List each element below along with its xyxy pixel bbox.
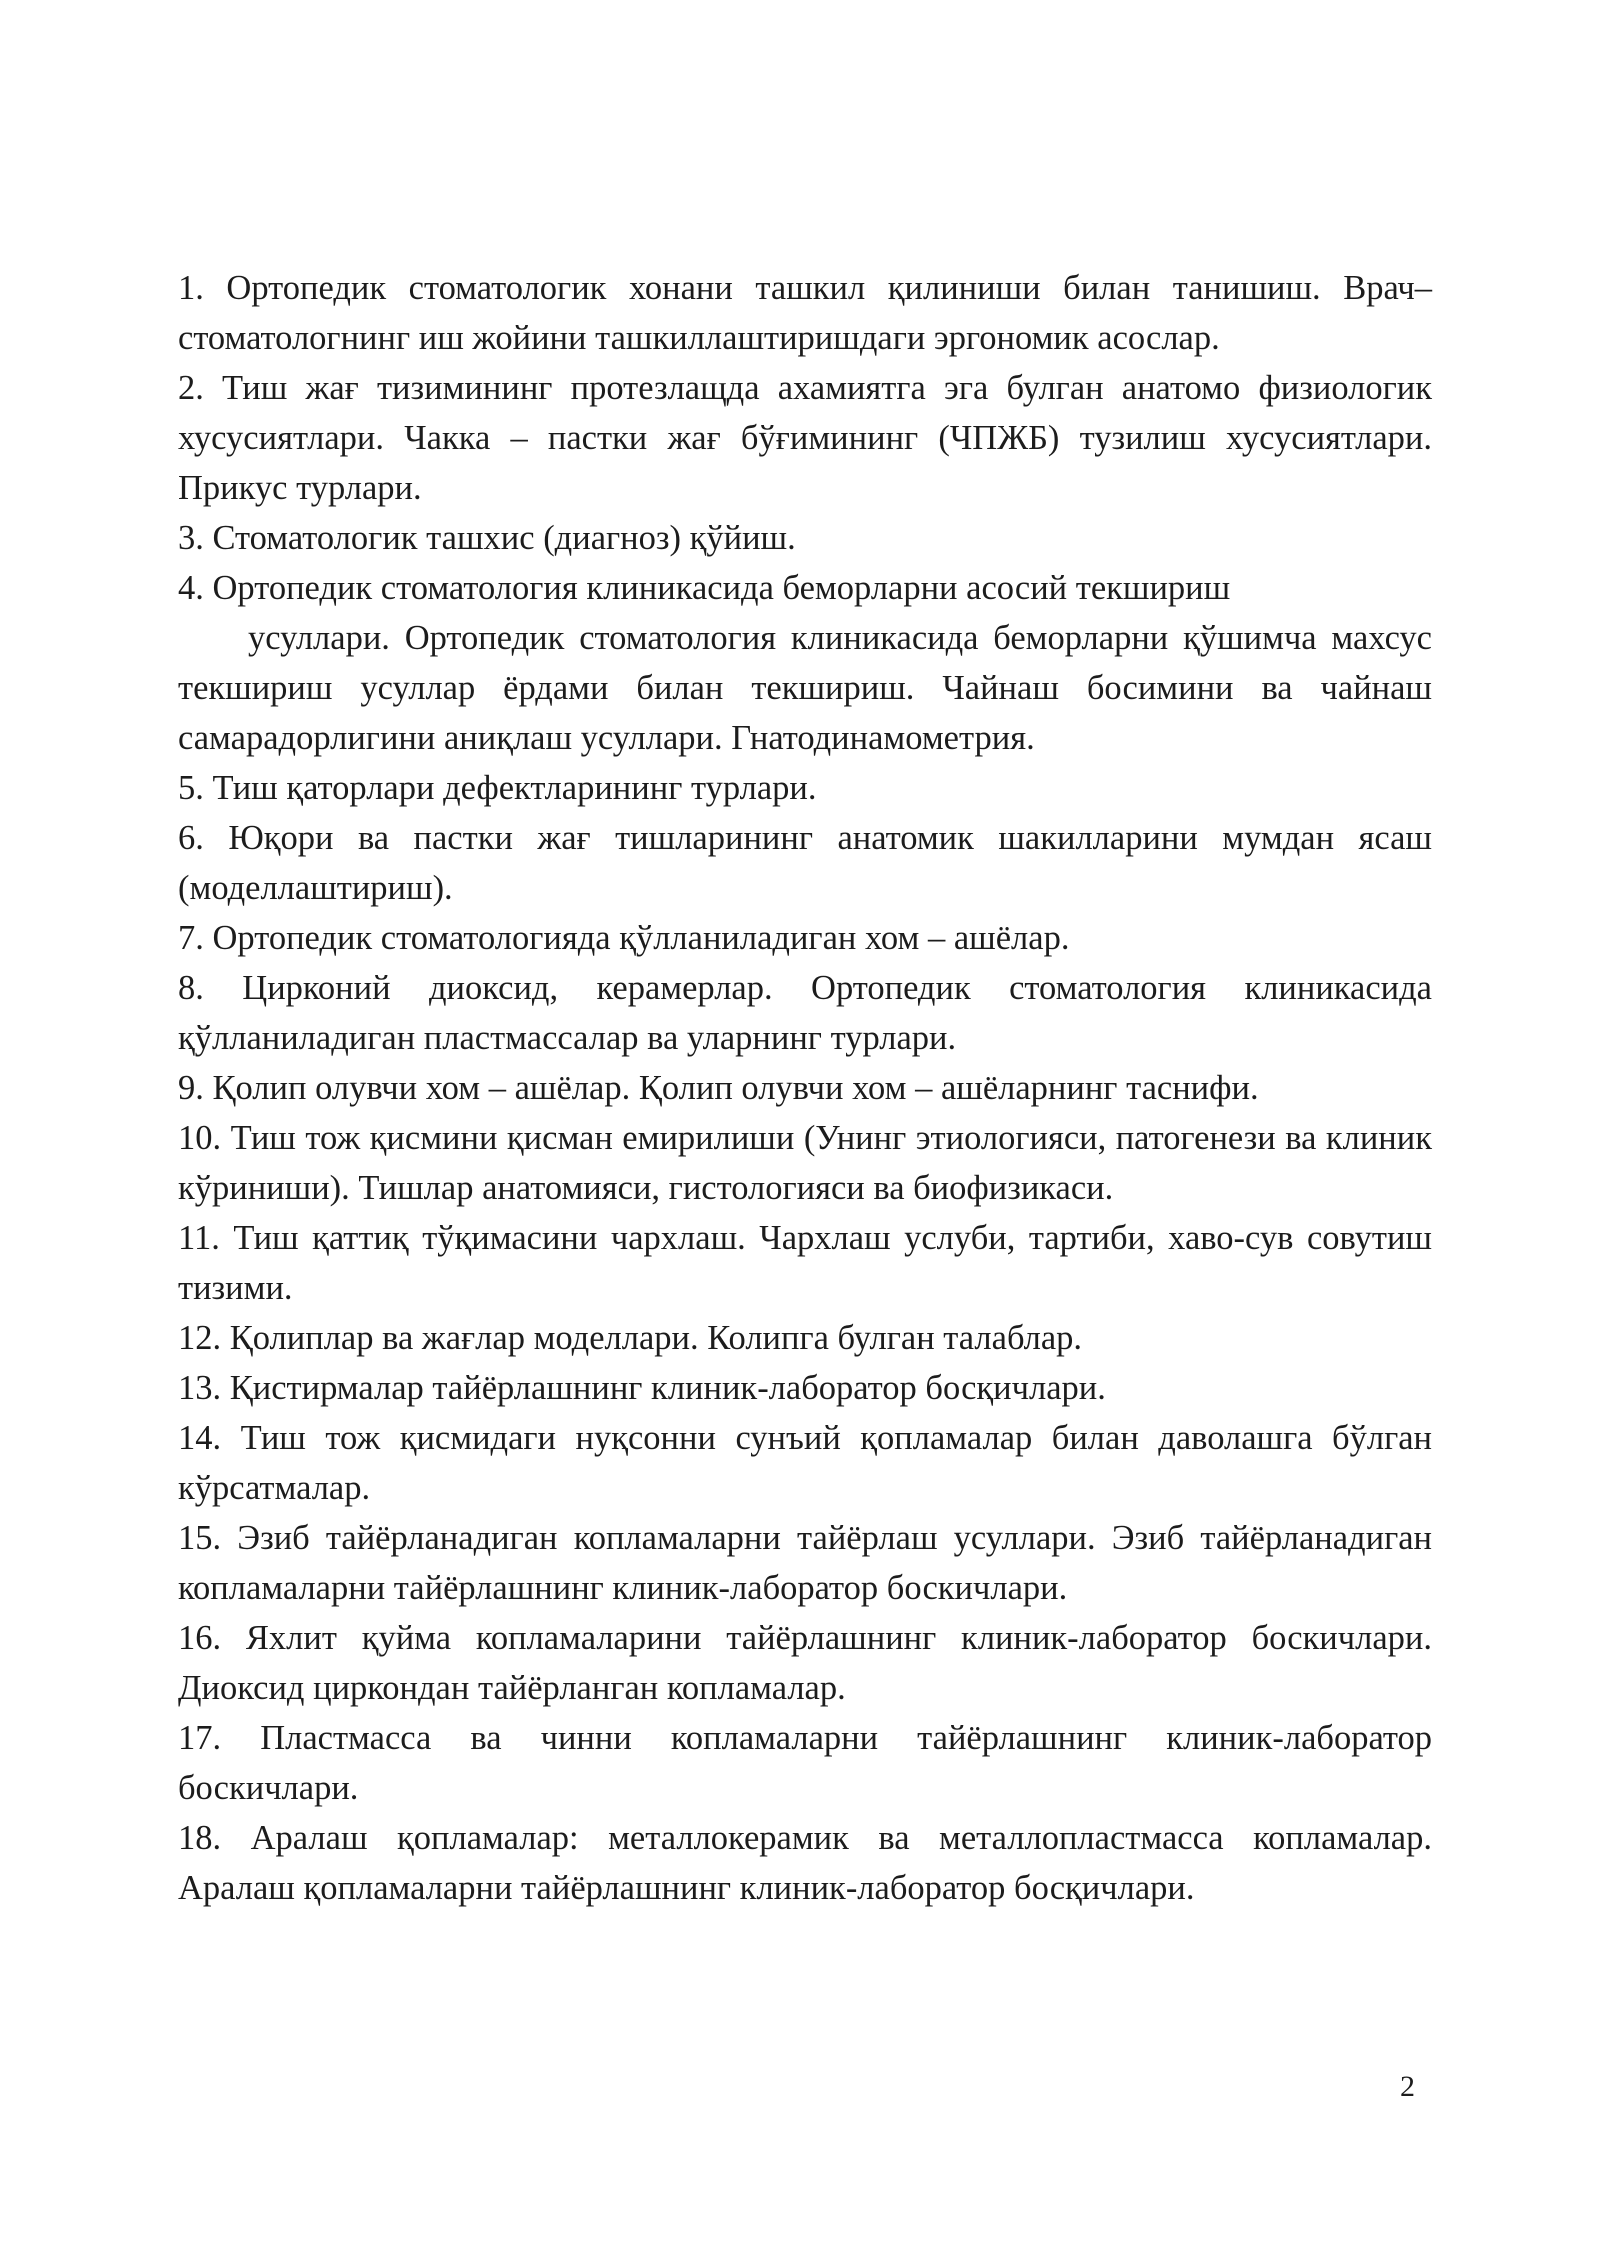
list-item: 1. Ортопедик стоматологик хонани ташкил қилиниши билан танишиш. Врач–стоматологнинг иш жойини ташкиллаштиришдаги эргономик асослар. xyxy=(178,269,1432,357)
list-item: 17. Пластмасса ва чинни копламаларни тайёрлашнинг клиник-лаборатор боскичлари. xyxy=(178,1719,1432,1807)
list-item-first-line: 4. Ортопедик стоматология клиникасида беморларни асосий текшириш xyxy=(178,569,1231,607)
list-item: 12. Қолиплар ва жағлар моделлари. Колипга булган талаблар. xyxy=(178,1319,1083,1357)
list-item: 13. Қистирмалар тайёрлашнинг клиник-лаборатор босқичлари. xyxy=(178,1369,1106,1407)
list-item: 18. Аралаш қопламалар: металлокерамик ва металлопластмасса копламалар. Аралаш қопламаларни тайёрлашнинг клиник-лаборатор босқичлари. xyxy=(178,1819,1432,1907)
topic-list xyxy=(178,263,1432,1913)
list-item-continuation: усуллари. Ортопедик стоматология клиникасида беморларни қўшимча махсус текшириш усуллар ёрдами билан текшириш. Чайнаш босимини ва чайнаш самарадорлигини аниқлаш усуллари. Гнатодинамометрия. xyxy=(178,619,1432,757)
list-item: 14. Тиш тож қисмидаги нуқсонни сунъий қопламалар билан даволашга бўлган кўрсатмалар. xyxy=(178,1419,1432,1507)
list-item: 7. Ортопедик стоматологияда қўлланиладиган хом – ашёлар. xyxy=(178,919,1070,957)
list-item: 11. Тиш қаттиқ тўқимасини чархлаш. Чархлаш услуби, тартиби, хаво-сув совутиш тизими. xyxy=(178,1219,1432,1307)
list-item: 6. Юқори ва пастки жағ тишларининг анатомик шакилларини мумдан ясаш (моделлаштириш). xyxy=(178,819,1432,907)
list-item: 10. Тиш тож қисмини қисман емирилиши (Унинг этиологияси, патогенези ва клиник кўриниши). Тишлар анатомияси, гистологияси ва биофизикаси. xyxy=(178,1119,1432,1207)
list-item: 8. Цирконий диоксид, керамерлар. Ортопедик стоматология клиникасида қўлланиладиган пластмассалар ва уларнинг турлари. xyxy=(178,969,1432,1057)
list-item: 2. Тиш жағ тизимининг протезлащда ахамиятга эга булган анатомо физиологик хусусиятлари. Чакка – пастки жағ бўғимининг (ЧПЖБ) тузилиш хусусиятлари. Прикус турлари. xyxy=(178,369,1432,507)
list-item: 5. Тиш қаторлари дефектларининг турлари. xyxy=(178,769,817,807)
list-item: 16. Яхлит қуйма копламаларини тайёрлашнинг клиник-лаборатор боскичлари. Диоксид циркондан тайёрланган копламалар. xyxy=(178,1619,1432,1707)
page-number: 2 xyxy=(1400,2070,1415,2103)
list-item: 9. Қолип олувчи хом – ашёлар. Қолип олувчи хом – ашёларнинг таснифи. xyxy=(178,1069,1259,1107)
list-item: 3. Стоматологик ташхис (диагноз) қўйиш. xyxy=(178,519,796,557)
list-item: 15. Эзиб тайёрланадиган копламаларни тайёрлаш усуллари. Эзиб тайёрланадиган копламаларни тайёрлашнинг клиник-лаборатор боскичлари. xyxy=(178,1519,1432,1607)
list-item xyxy=(178,563,1432,763)
